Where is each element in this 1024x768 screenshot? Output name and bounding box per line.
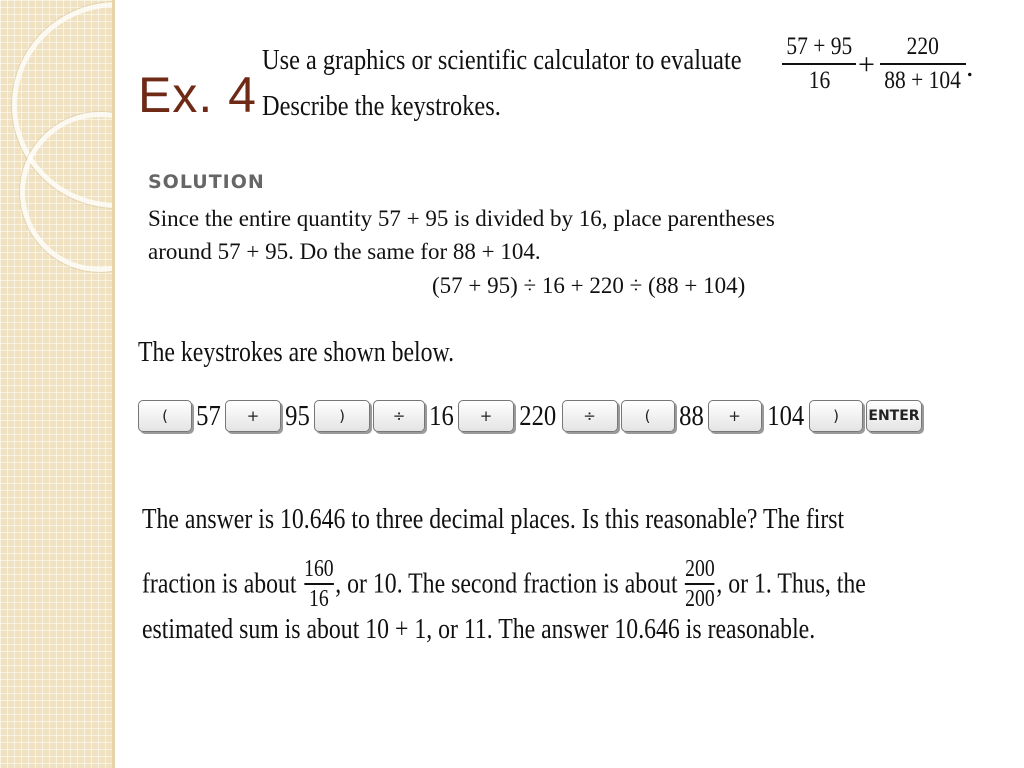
keystrokes-intro: The keystrokes are shown below. (138, 336, 455, 368)
answer-line-1: The answer is 10.646 to three decimal places. Is this reasonable? The first (142, 503, 845, 535)
question-line-1: Use a graphics or scientific calculator to evaluate (262, 44, 742, 76)
solution-heading: SOLUTION (148, 171, 265, 193)
keystroke-sequence (138, 397, 922, 435)
fraction-numerator: 200 (685, 556, 715, 582)
answer-line-3: estimated sum is about 10 + 1, or 11. The answer 10.646 is reasonable. (142, 613, 816, 645)
solution-line-1: Since the entire quantity 57 + 95 is divided by 16, place parentheses (148, 206, 775, 231)
plus-sign: + (858, 48, 875, 81)
question-fraction-2 (880, 34, 966, 93)
calculator-key: + (225, 400, 281, 432)
keystroke-number: 88 (678, 399, 704, 432)
question-line-2: Describe the keystrokes. (262, 90, 501, 122)
estimate-fraction-2 (685, 557, 715, 611)
fraction-bar (304, 583, 334, 585)
enter-key: ENTER (866, 400, 922, 432)
calculator-key: ) (314, 400, 370, 432)
calculator-key: ( (138, 400, 192, 432)
fraction-bar (880, 63, 966, 65)
keystroke-number: 95 (285, 399, 310, 432)
fraction-denominator: 200 (685, 586, 715, 612)
keystroke-number: 104 (766, 399, 804, 432)
sidebar-divider (112, 0, 115, 768)
fraction-numerator: 160 (304, 556, 334, 582)
solution-line-2: around 57 + 95. Do the same for 88 + 104. (148, 239, 541, 264)
answer-line-2 (142, 556, 866, 613)
calculator-key: ÷ (562, 400, 618, 432)
fraction-denominator: 16 (808, 67, 830, 94)
question-fraction-1 (782, 34, 856, 93)
calculator-key: + (458, 400, 514, 432)
fraction-denominator: 16 (309, 586, 329, 612)
calculator-key: ) (809, 400, 863, 432)
keystroke-number: 16 (429, 399, 454, 432)
answer-text: , or 1. Thus, the (716, 567, 866, 600)
calculator-key: + (708, 400, 762, 432)
fraction-numerator: 220 (906, 33, 940, 60)
calculator-key: ÷ (373, 400, 425, 432)
fraction-bar (685, 583, 715, 585)
fraction-numerator: 57 + 95 (786, 33, 852, 60)
solution-expression: (57 + 95) ÷ 16 + 220 ÷ (88 + 104) (432, 273, 746, 298)
fraction-denominator: 88 + 104 (884, 67, 962, 94)
keystroke-number: 220 (519, 399, 557, 432)
question-period: . (966, 50, 974, 83)
fraction-bar (782, 63, 856, 65)
estimate-fraction-1 (304, 557, 334, 611)
answer-text: fraction is about (142, 567, 297, 600)
answer-text: , or 10. The second fraction is about (335, 567, 678, 600)
keystroke-number: 57 (196, 399, 221, 432)
decorative-sidebar (0, 0, 114, 768)
calculator-key: ( (621, 400, 675, 432)
slide-title: Ex. 4 (138, 67, 257, 123)
